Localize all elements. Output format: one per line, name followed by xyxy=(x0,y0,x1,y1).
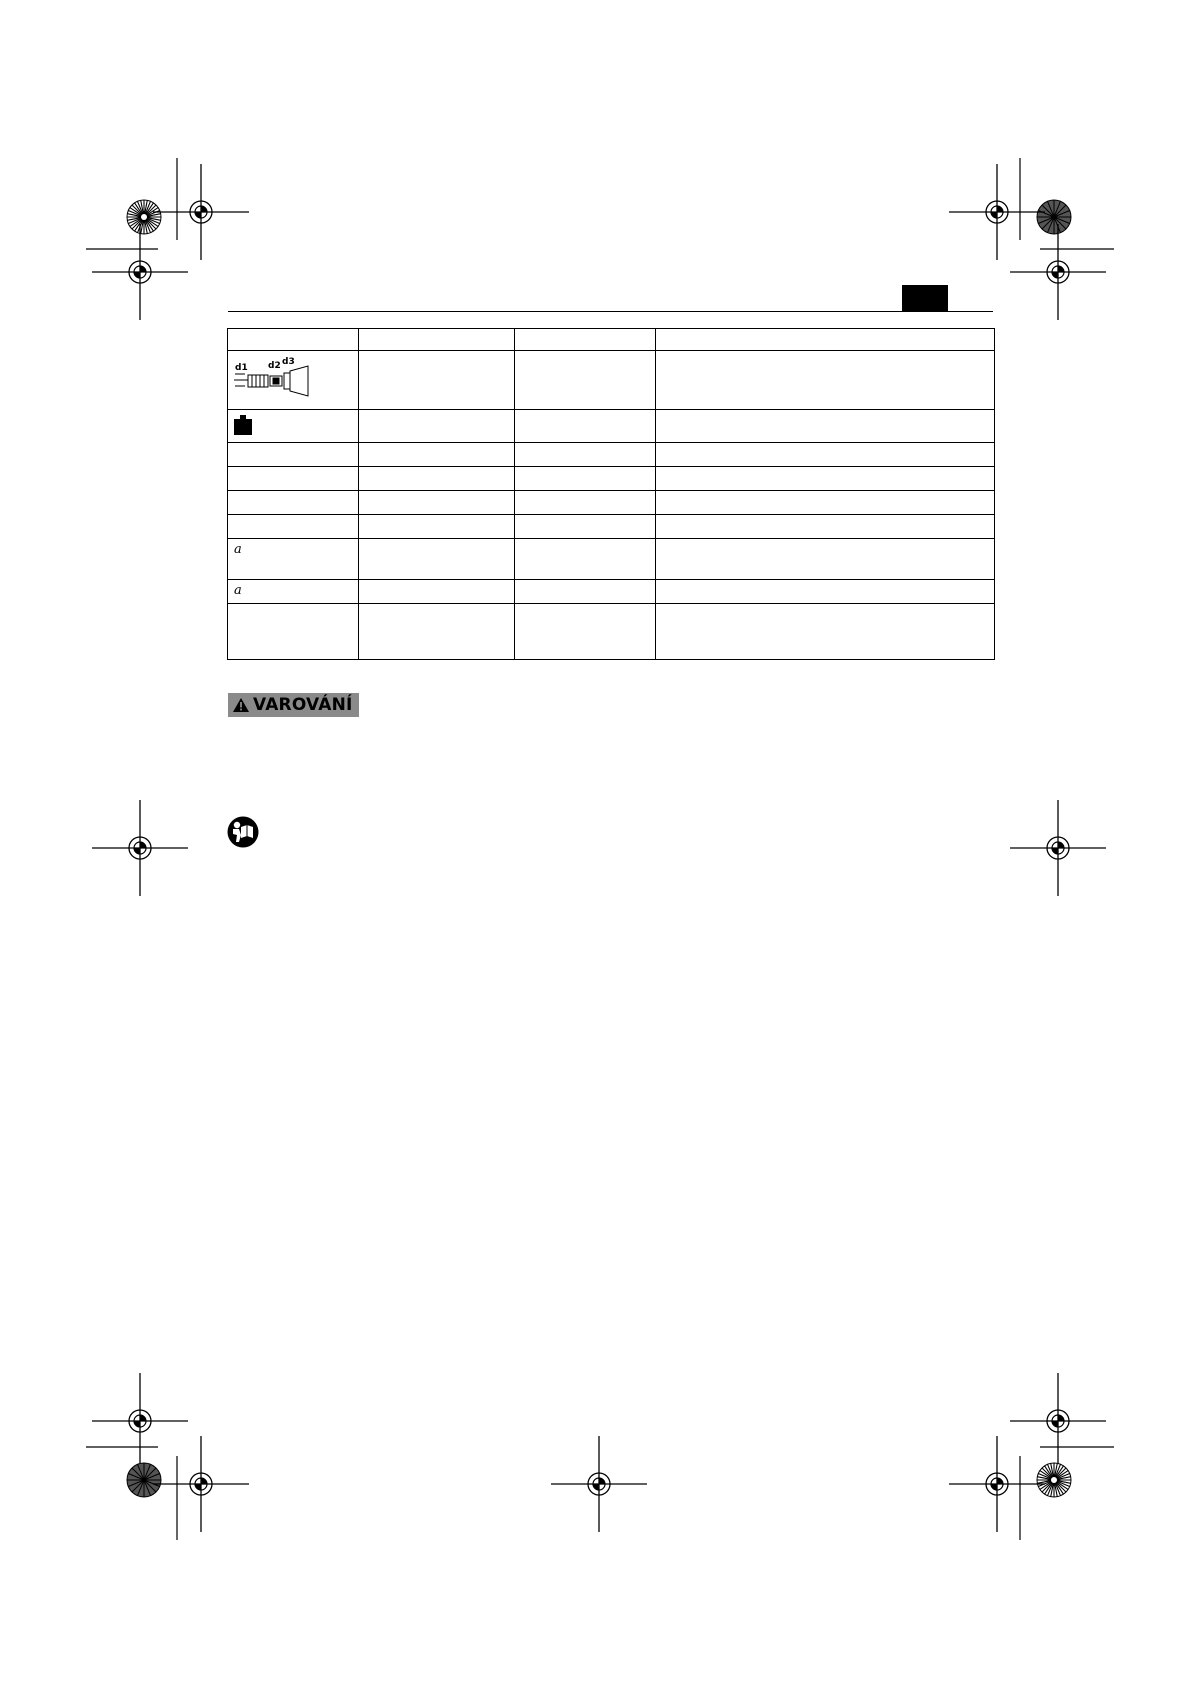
table-cell xyxy=(656,580,995,604)
table-cell xyxy=(515,604,656,660)
spec-table xyxy=(227,328,995,660)
table-cell xyxy=(656,539,995,580)
table-cell xyxy=(515,443,656,467)
table-cell xyxy=(515,515,656,539)
table-cell xyxy=(228,443,359,467)
table-row xyxy=(228,351,995,410)
table-row xyxy=(228,491,995,515)
table-cell xyxy=(228,410,359,443)
table-cell xyxy=(656,467,995,491)
table-cell xyxy=(656,491,995,515)
table-cell xyxy=(359,580,515,604)
table-cell xyxy=(656,604,995,660)
table-cell xyxy=(228,515,359,539)
acceleration-symbol: a xyxy=(228,539,359,580)
table-cell xyxy=(515,539,656,580)
table-cell xyxy=(515,580,656,604)
table-cell xyxy=(359,539,515,580)
table-cell xyxy=(515,491,656,515)
table-cell xyxy=(228,604,359,660)
table-row xyxy=(228,467,995,491)
weight-icon xyxy=(233,414,253,436)
table-cell xyxy=(228,467,359,491)
table-cell xyxy=(228,329,359,351)
table-row xyxy=(228,329,995,351)
table-cell xyxy=(515,329,656,351)
chuck-diameters-icon xyxy=(232,357,328,399)
table-cell xyxy=(656,410,995,443)
table-row xyxy=(228,580,995,604)
header-rule xyxy=(228,311,993,312)
warning-label xyxy=(228,693,359,717)
d2-label: d2 xyxy=(268,361,281,371)
d3-label: d3 xyxy=(282,357,295,367)
table-cell xyxy=(228,491,359,515)
table-cell xyxy=(228,351,359,410)
table-row xyxy=(228,515,995,539)
table-cell xyxy=(359,443,515,467)
table-row xyxy=(228,443,995,467)
read-manual-icon xyxy=(227,816,259,848)
table-cell xyxy=(359,515,515,539)
table-cell xyxy=(359,410,515,443)
warning-text: VAROVÁNÍ xyxy=(253,695,353,715)
table-row xyxy=(228,539,995,580)
table-cell xyxy=(656,351,995,410)
table-cell xyxy=(359,604,515,660)
table-cell xyxy=(656,329,995,351)
d1-label: d1 xyxy=(235,363,248,373)
warning-triangle-icon xyxy=(232,697,250,713)
table-cell xyxy=(359,467,515,491)
acceleration-symbol: a xyxy=(228,580,359,604)
table-cell xyxy=(515,410,656,443)
table-cell xyxy=(515,467,656,491)
table-cell xyxy=(359,329,515,351)
language-tab xyxy=(902,285,948,311)
table-row xyxy=(228,604,995,660)
table-cell xyxy=(656,515,995,539)
table-row xyxy=(228,410,995,443)
table-cell xyxy=(359,351,515,410)
table-cell xyxy=(359,491,515,515)
table-cell xyxy=(515,351,656,410)
table-cell xyxy=(656,443,995,467)
